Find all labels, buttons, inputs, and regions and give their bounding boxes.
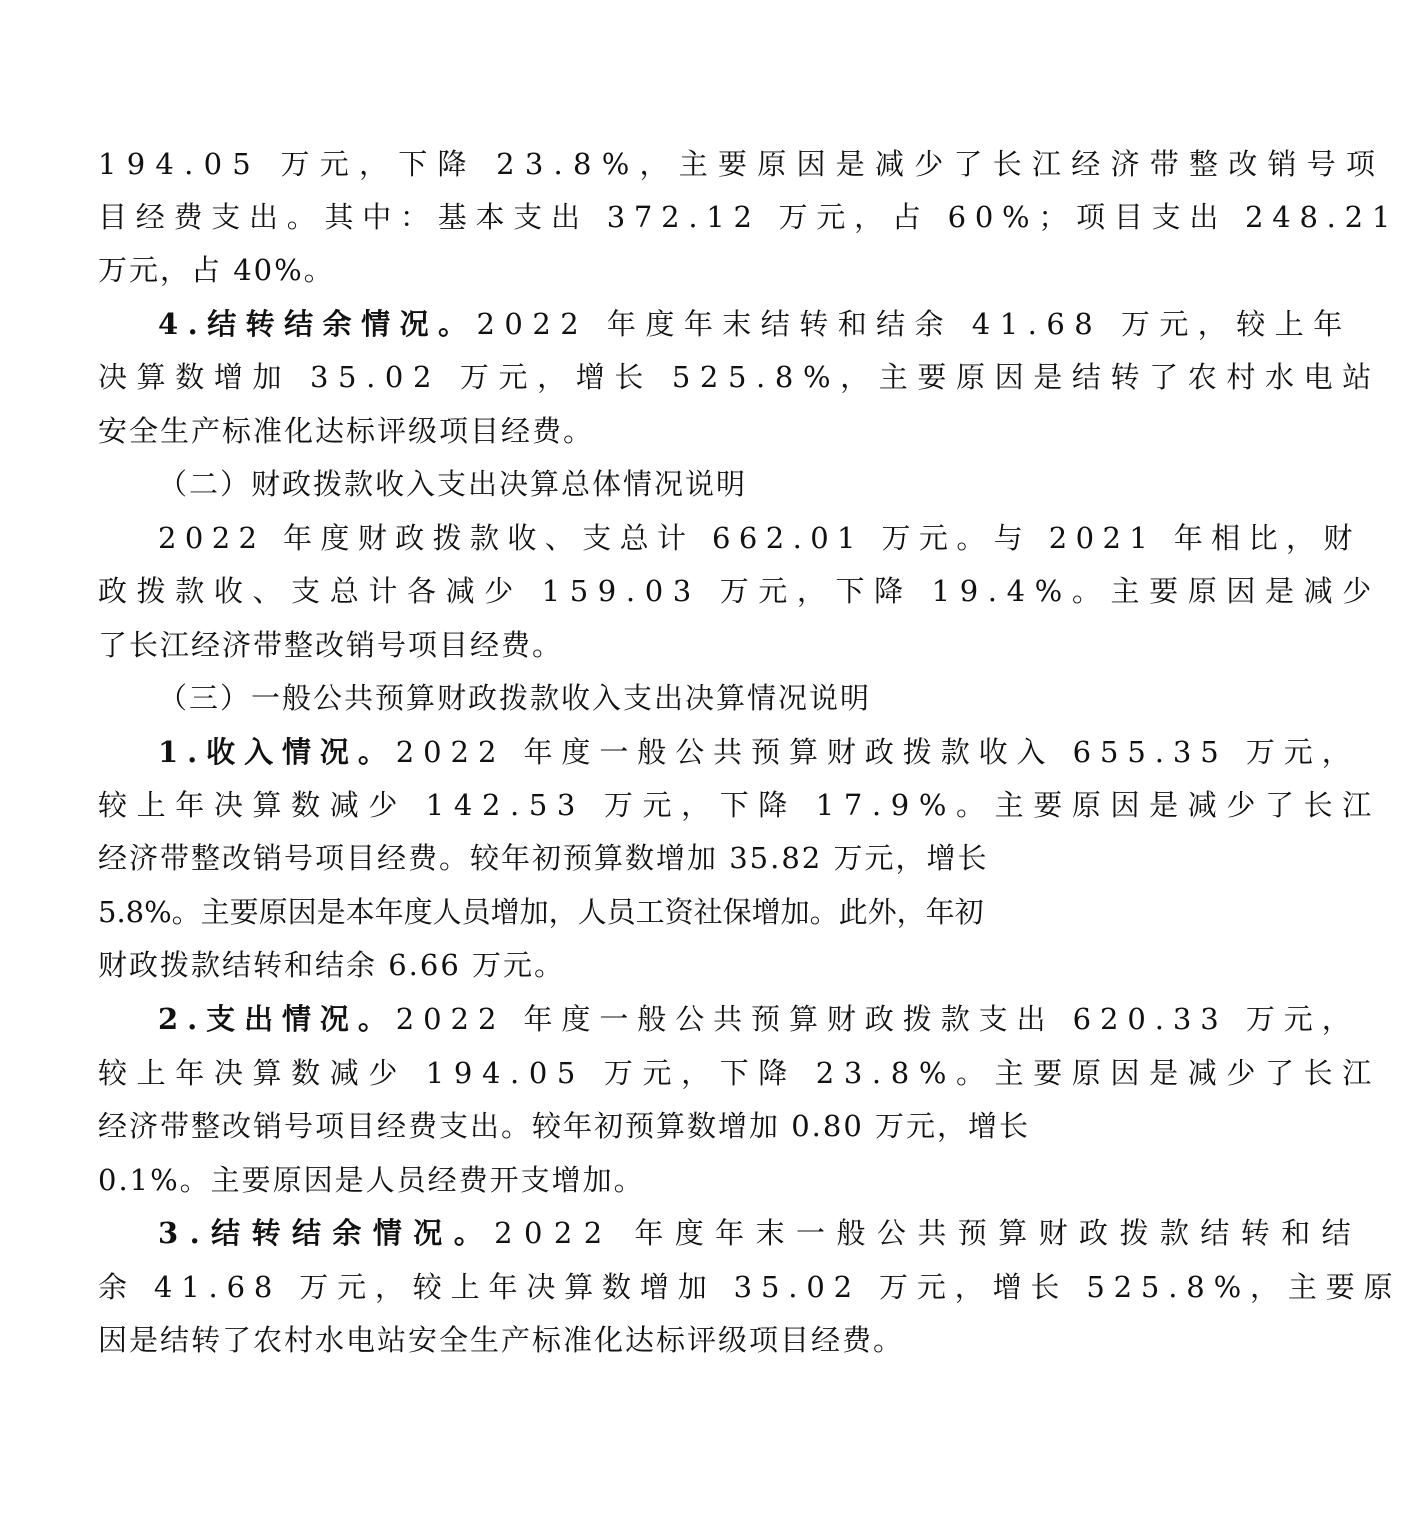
- text-line: [98, 1314, 1075, 1366]
- line-text: 万元，占 40%。: [98, 253, 335, 287]
- text-line: [98, 886, 1075, 938]
- line-text: 财政拨款结转和结余 6.66 万元。: [98, 948, 566, 982]
- line-text: 0.1%。主要原因是人员经费开支增加。: [98, 1163, 645, 1197]
- line-text: 2022 年度一般公共预算财政拨款支出 620.33 万元，: [395, 1002, 1360, 1036]
- text-line: [98, 244, 1075, 296]
- line-text: 2022 年度财政拨款收、支总计 662.01 万元。与 2021 年相比，财: [158, 521, 1361, 555]
- text-line: [98, 619, 1075, 671]
- text-line: [98, 351, 1381, 403]
- text-line: [98, 405, 1075, 457]
- text-line: [98, 138, 1386, 190]
- text-line: [98, 1154, 1075, 1206]
- text-line: [98, 565, 1381, 617]
- line-text: 较上年决算数减少 194.05 万元，下降 23.8%。主要原因是减少了长江: [98, 1056, 1381, 1090]
- line-text: 政拨款收、支总计各减少 159.03 万元，下降 19.4%。主要原因是减少: [98, 574, 1381, 608]
- line-text: （二）财政拨款收入支出决算总体情况说明: [158, 467, 748, 501]
- line-text: 194.05 万元，下降 23.8%，主要原因是减少了长江经济带整改销号项: [98, 147, 1386, 181]
- text-line: [158, 1207, 1363, 1259]
- text-line: [98, 779, 1381, 831]
- line-text: 了长江经济带整改销号项目经费。: [98, 628, 564, 662]
- line-text: 因是结转了农村水电站安全生产标准化达标评级项目经费。: [98, 1323, 905, 1357]
- line-lead: 1.收入情况。: [158, 735, 396, 769]
- text-line: [98, 1100, 1075, 1152]
- line-text: 2022 年度一般公共预算财政拨款收入 655.35 万元，: [395, 735, 1360, 769]
- line-text: 余 41.68 万元，较上年决算数增加 35.02 万元，增长 525.8%，主要原: [98, 1270, 1401, 1304]
- text-line: [98, 1261, 1401, 1313]
- line-text: 较上年决算数减少 142.53 万元，下降 17.9%。主要原因是减少了长江: [98, 788, 1381, 822]
- text-line: [158, 993, 1360, 1045]
- text-line: [98, 832, 1075, 884]
- line-text: 2022 年度年末结转和结余 41.68 万元，较上年: [476, 307, 1352, 341]
- text-line: [98, 1047, 1381, 1099]
- line-text: 目经费支出。其中：基本支出 372.12 万元，占 60%；项目支出 248.21: [98, 200, 1400, 234]
- text-line: [98, 939, 1075, 991]
- line-text: 经济带整改销号项目经费。较年初预算数增加 35.82 万元，增长: [98, 841, 989, 875]
- line-text: （三）一般公共预算财政拨款收入支出决算情况说明: [158, 681, 872, 715]
- line-text: 安全生产标准化达标评级项目经费。: [98, 414, 595, 448]
- line-text: 经济带整改销号项目经费支出。较年初预算数增加 0.80 万元，增长: [98, 1109, 1031, 1143]
- line-lead: 2.支出情况。: [158, 1002, 396, 1036]
- line-lead: 4.结转结余情况。: [158, 307, 477, 341]
- text-line: [158, 512, 1361, 564]
- text-line: [158, 298, 1352, 350]
- line-text: 决算数增加 35.02 万元，增长 525.8%，主要原因是结转了农村水电站: [98, 360, 1381, 394]
- line-lead: 3.结转结余情况。: [158, 1216, 495, 1250]
- line-text: 2022 年度年末一般公共预算财政拨款结转和结: [494, 1216, 1363, 1250]
- section-heading: [158, 458, 1075, 510]
- section-heading: [158, 672, 1075, 724]
- line-text: 5.8%。主要原因是本年度人员增加，人员工资社保增加。此外，年初: [98, 895, 984, 929]
- text-line: [98, 191, 1400, 243]
- text-line: [158, 726, 1360, 778]
